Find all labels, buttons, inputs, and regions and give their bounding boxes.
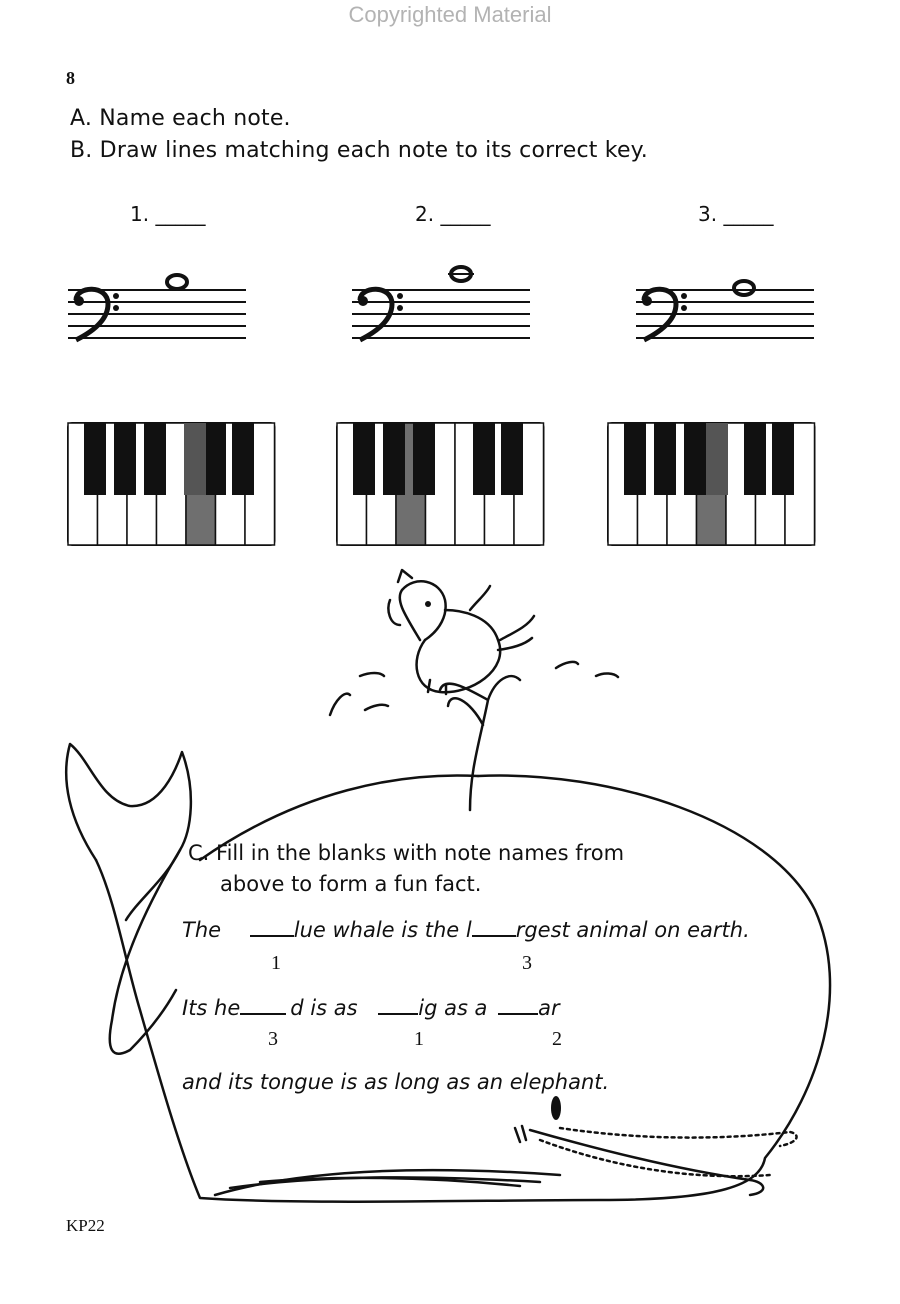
answer-blank-1[interactable] [250,934,294,937]
fact-word-the: The [182,918,222,942]
blank-number: 3 [522,952,532,974]
instruction-b: B. Draw lines matching each note to its correct key. [70,138,648,163]
instruction-c-line-2: above to form a fun fact. [220,872,482,896]
blank-number: 1 [271,952,281,974]
question-3-label: 3. _____ [698,202,774,226]
fact-row-2 [182,996,560,1020]
whale-eye-icon [551,1096,561,1120]
fact-row-1 [182,918,750,942]
fact-text: Its he [182,996,241,1020]
copyright-watermark: Copyrighted Material [348,2,552,27]
whale-mouth [530,1130,763,1195]
question-2-label: 2. _____ [415,202,491,226]
fact-text: ar [538,996,560,1020]
fact-text: lue whale is the l [293,918,472,942]
fact-text: d is as [290,996,358,1020]
answer-blank-3[interactable] [240,1012,286,1015]
blank-number: 2 [552,1028,562,1050]
question-1-label: 1. _____ [130,202,206,226]
blank-number: 1 [414,1028,424,1050]
whale-tail [66,744,191,920]
fact-text: ig as a [418,996,488,1020]
fact-text: rgest animal on earth. [515,918,750,942]
answer-blank-4[interactable] [378,1012,418,1015]
page-number: 8 [66,68,75,88]
instruction-c-line-1: C. Fill in the blanks with note names from [188,841,625,865]
answer-blank-5[interactable] [498,1012,538,1015]
whale-spout [440,676,520,810]
footer-code: KP22 [66,1216,105,1235]
fact-row-3: and its tongue is as long as an elephant. [182,1070,610,1094]
instruction-a: A. Name each note. [70,106,291,131]
blank-number: 3 [268,1028,278,1050]
answer-blank-2[interactable] [472,934,516,937]
